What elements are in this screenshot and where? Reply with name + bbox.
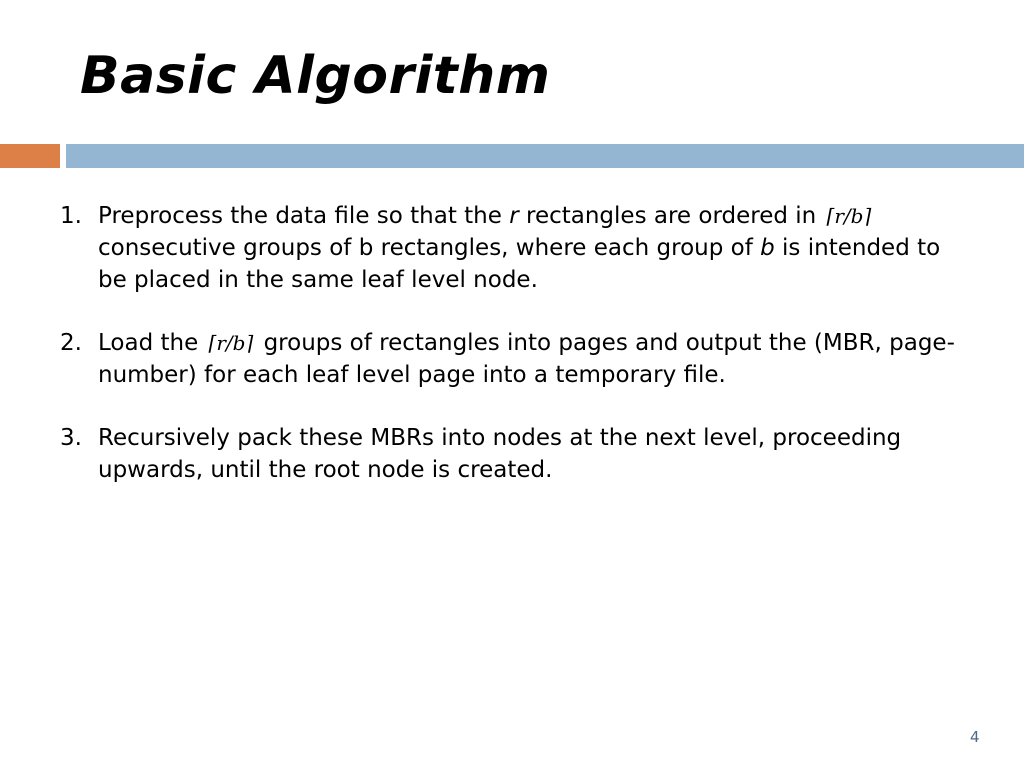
title-accent-bar-orange: [0, 144, 60, 168]
math-ceiling-expression: ⌈r/b⌉: [208, 331, 254, 355]
list-item-number: 2.: [60, 330, 82, 356]
title-accent-bar-blue: [66, 144, 1024, 168]
math-variable-b: b: [760, 235, 775, 261]
list-item-text: [98, 200, 975, 296]
list-item-number: 1.: [60, 203, 82, 229]
list-item-text: [98, 327, 975, 391]
slide-body: [60, 200, 975, 517]
slide-title: Basic Algorithm: [80, 46, 551, 106]
list-item-number: 3.: [60, 425, 82, 451]
list-item: [60, 327, 975, 391]
math-variable-r: r: [509, 203, 519, 229]
text-segment: rectangles are ordered in: [518, 203, 824, 229]
list-item-text: Recursively pack these MBRs into nodes at the next level, proceeding upwards, until the root node is created.: [98, 425, 902, 483]
text-segment: Preprocess the data file so that the: [98, 203, 510, 229]
math-ceiling-expression: ⌈r/b⌉: [826, 204, 872, 228]
list-item: [60, 200, 975, 296]
text-segment: is intended to be placed in the same leaf level node.: [98, 235, 941, 293]
list-item: [60, 422, 975, 486]
page-number: 4: [970, 728, 980, 746]
text-segment: consecutive groups of b rectangles, where each group of: [98, 235, 761, 261]
text-segment: Load the: [98, 330, 206, 356]
text-segment: groups of rectangles into pages and output the (MBR, page-number) for each leaf level page into a temporary file.: [98, 330, 955, 388]
